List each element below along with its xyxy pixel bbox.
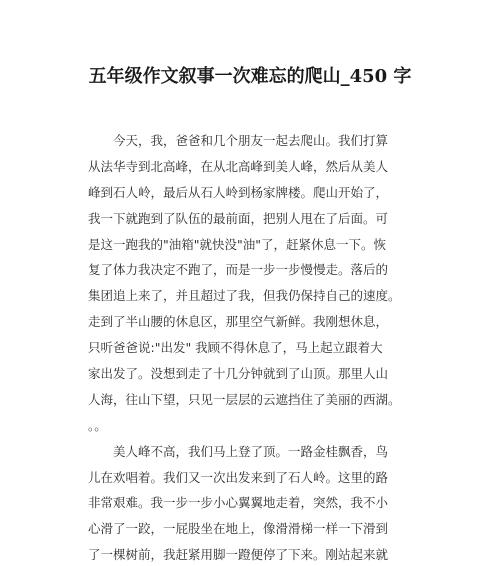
text-line: 今天，我，爸爸和几个朋友一起去爬山。我们打算 (113, 133, 389, 148)
text-line: 只听爸爸说:"出发" 我顾不得休息了，马上起立跟着大 (88, 340, 383, 356)
text-line: 从法华寺到北高峰，在从北高峰到美人峰，然后从美人 (88, 158, 389, 174)
paragraph-2 (88, 439, 424, 566)
text-line: 复了体力我决定不跑了，而是一步一步慢慢走。落后的 (88, 262, 389, 278)
document-body (88, 128, 424, 566)
text-line: 走到了半山腰的休息区，那里空气新鲜。我刚想休息， (88, 314, 389, 330)
text-line: 是这一跑我的"油箱"就快没"油"了，赶紧休息一下。恢 (88, 236, 386, 252)
text-line: 集团追上来了，并且超过了我，但我仍保持自己的速度。 (88, 288, 401, 304)
text-line: 家出发了。没想到走了十几分钟就到了山顶。那里人山 (88, 366, 389, 382)
document-title: 五年级作文叙事一次难忘的爬山_450 字 (88, 66, 412, 87)
text-line: 非常艰难。我一步一步小心翼翼地走着，突然，我不小 (88, 495, 389, 511)
text-line: 儿在欢唱着。我们又一次出发来到了石人岭。这里的路 (88, 469, 389, 485)
text-line: 人海，往山下望，只见一层层的云遮挡住了美丽的西湖。 (88, 391, 401, 407)
text-line: 峰到石人岭，最后从石人岭到杨家牌楼。爬山开始了， (88, 184, 389, 200)
text-line: 我一下就跑到了队伍的最前面，把别人甩在了后面。可 (88, 210, 389, 226)
text-line: 了一棵树前，我赶紧用脚一蹬便停了下来。刚站起来就 (88, 547, 389, 563)
text-line: 美人峰不高，我们马上登了顶。一路金桂飘香，鸟 (113, 443, 389, 459)
text-line: 。。 (88, 417, 107, 433)
text-line: 心滑了一跤，一屁股坐在地上，像滑滑梯一样一下滑到 (88, 521, 389, 537)
paragraph-1 (88, 128, 424, 439)
